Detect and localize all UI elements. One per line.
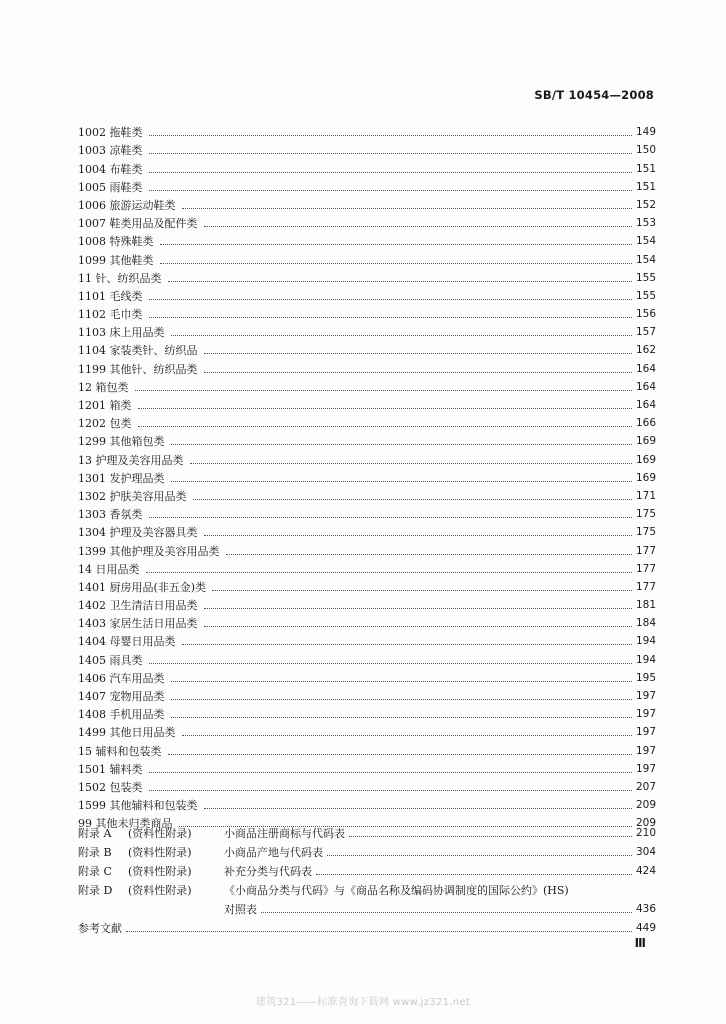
toc-entry-label: 1101 毛线类: [78, 289, 143, 303]
toc-entry-page: 197: [635, 690, 656, 702]
toc-entry-page: 152: [635, 198, 656, 211]
leader-dots: [149, 135, 632, 136]
toc-entry-label: 1103 床上用品类: [78, 326, 165, 340]
toc-entry-page: 194: [635, 635, 656, 648]
toc-entry-label: 12 箱包类: [78, 380, 129, 394]
toc-entry-label: 1099 其他鞋类: [78, 253, 154, 267]
leader-dots: [171, 699, 632, 700]
leader-dots: [168, 281, 632, 282]
toc-entry[interactable]: [78, 648, 656, 666]
appendix-c[interactable]: 附录 C (资料性附录) 补充分类与代码表 424: [78, 865, 656, 878]
toc-entry[interactable]: [78, 521, 656, 539]
toc-entry[interactable]: [78, 612, 656, 630]
toc-entry-label: 1502 包装类: [78, 780, 143, 794]
toc-entry-label: 1303 香氛类: [78, 508, 143, 522]
toc-entry[interactable]: [78, 212, 656, 230]
toc-entry-page: 156: [635, 308, 656, 321]
toc-entry-label: 1008 特殊鞋类: [78, 235, 154, 249]
toc-entry[interactable]: [78, 121, 656, 139]
toc-entry-label: 1408 手机用品类: [78, 708, 165, 722]
leader-dots: [226, 554, 632, 555]
toc-entry[interactable]: [78, 357, 656, 375]
toc-entry-page: 197: [635, 708, 656, 721]
page-folio: Ⅲ: [634, 936, 646, 950]
toc-entry-label: 13 护理及美容用品类: [78, 453, 184, 467]
toc-entry[interactable]: [78, 630, 656, 648]
toc-entry-page: 181: [635, 599, 656, 612]
toc-entry[interactable]: [78, 412, 656, 430]
toc-entry-label: 1499 其他日用品类: [78, 726, 176, 740]
toc-entry-page: 177: [635, 580, 656, 593]
table-of-contents: [78, 121, 656, 830]
toc-entry-label: 1402 卫生清洁日用品类: [78, 599, 198, 613]
leader-dots: [212, 590, 632, 591]
toc-entry-page: 184: [635, 617, 656, 630]
leader-dots: [204, 626, 632, 627]
toc-entry[interactable]: [78, 157, 656, 175]
leader-dots: [204, 808, 632, 809]
toc-entry[interactable]: [78, 539, 656, 557]
leader-dots: [171, 444, 632, 445]
toc-entry-page: 149: [635, 126, 656, 139]
leader-dots: [182, 735, 632, 736]
toc-entry-page: 157: [635, 326, 656, 339]
toc-entry-page: 151: [635, 180, 656, 193]
leader-dots: [171, 335, 632, 336]
toc-entry[interactable]: [78, 230, 656, 248]
leader-dots: [135, 390, 632, 391]
leader-dots: [190, 463, 632, 464]
toc-entry-page: 150: [635, 144, 656, 157]
appendix-list: [78, 821, 656, 935]
toc-entry[interactable]: [78, 558, 656, 576]
toc-entry-page: 169: [635, 453, 656, 466]
leader-dots: [149, 153, 632, 154]
appendix-a[interactable]: 附录 A (资料性附录) 小商品注册商标与代码表 210: [78, 827, 656, 840]
leader-dots: [204, 226, 632, 227]
leader-dots: [138, 426, 632, 427]
leader-dots: [149, 299, 632, 300]
leader-dots: [171, 717, 632, 718]
leader-dots: [171, 481, 632, 482]
leader-dots: [160, 244, 632, 245]
leader-dots: [149, 190, 632, 191]
leader-dots: [171, 681, 632, 682]
toc-entry-page: 153: [635, 217, 656, 230]
toc-entry[interactable]: [78, 430, 656, 448]
toc-entry[interactable]: [78, 667, 656, 685]
toc-entry-page: 154: [635, 253, 656, 266]
toc-entry-page: 154: [635, 235, 656, 248]
toc-entry[interactable]: [78, 176, 656, 194]
standard-code: SB/T 10454—2008: [534, 88, 654, 102]
toc-entry-page: 169: [635, 435, 656, 448]
toc-entry-label: 99 其他未归类商品: [78, 817, 173, 831]
toc-entry[interactable]: [78, 285, 656, 303]
toc-entry-page: 197: [635, 726, 656, 739]
toc-entry-page: 195: [635, 671, 656, 684]
toc-entry[interactable]: [78, 739, 656, 757]
leader-dots: [149, 790, 632, 791]
leader-dots: [149, 772, 632, 773]
toc-entry-label: 1102 毛巾类: [78, 308, 143, 322]
toc-entry-page: 151: [635, 162, 656, 175]
watermark: 建筑321——标准查询下载网 www.jz321.net: [255, 997, 471, 1008]
toc-entry-label: 1401 厨房用品(非五金)类: [78, 580, 207, 594]
appendix-d-continuation[interactable]: 对照表 436: [224, 903, 656, 916]
toc-entry[interactable]: [78, 794, 656, 812]
toc-entry-page: 197: [635, 762, 656, 775]
leader-dots: [204, 372, 632, 373]
toc-entry[interactable]: [78, 467, 656, 485]
leader-dots: [126, 931, 632, 932]
leader-dots: [193, 499, 632, 500]
toc-entry-page: 155: [635, 289, 656, 302]
toc-entry-page: 164: [635, 362, 656, 375]
toc-entry-label: 1004 布鞋类: [78, 162, 143, 176]
toc-entry-page: 175: [635, 526, 656, 539]
leader-dots: [146, 572, 632, 573]
toc-entry[interactable]: [78, 448, 656, 466]
leader-dots: [204, 353, 632, 354]
toc-entry-label: 1301 发护理品类: [78, 471, 165, 485]
leader-dots: [149, 317, 632, 318]
toc-entry[interactable]: [78, 485, 656, 503]
toc-entry-label: 1299 其他箱包类: [78, 435, 165, 449]
toc-entry-page: 197: [635, 744, 656, 757]
toc-entry[interactable]: [78, 594, 656, 612]
toc-entry[interactable]: [78, 194, 656, 212]
toc-entry-page: 209: [635, 817, 656, 830]
toc-entry[interactable]: [78, 139, 656, 157]
toc-entry-label: 1104 家装类针、纺织品: [78, 344, 198, 358]
leader-dots: [261, 912, 632, 913]
toc-entry[interactable]: [78, 394, 656, 412]
leader-dots: [182, 208, 632, 209]
toc-entry[interactable]: [78, 267, 656, 285]
toc-entry[interactable]: [78, 321, 656, 339]
leader-dots: [204, 535, 632, 536]
toc-entry-label: 11 针、纺织品类: [78, 271, 162, 285]
toc-entry-page: 209: [635, 799, 656, 812]
toc-entry-label: 1006 旅游运动鞋类: [78, 198, 176, 212]
toc-entry[interactable]: [78, 376, 656, 394]
leader-dots: [204, 608, 632, 609]
toc-entry-page: 155: [635, 271, 656, 284]
toc-entry-page: 164: [635, 380, 656, 393]
toc-entry-page: 207: [635, 780, 656, 793]
toc-entry[interactable]: [78, 703, 656, 721]
toc-entry-label: 1599 其他辅料和包装类: [78, 799, 198, 813]
appendix-d[interactable]: 附录 D (资料性附录) 《小商品分类与代码》与《商品名称及编码协调制度的国际公约》(HS): [78, 884, 569, 897]
toc-entry-label: 1405 雨具类: [78, 653, 143, 667]
toc-entry[interactable]: [78, 503, 656, 521]
toc-entry-label: 1202 包类: [78, 417, 132, 431]
toc-entry-label: 1304 护理及美容器具类: [78, 526, 198, 540]
leader-dots: [160, 263, 632, 264]
toc-entry-page: 177: [635, 544, 656, 557]
toc-entry-label: 1002 拖鞋类: [78, 126, 143, 140]
toc-entry-label: 1005 雨鞋类: [78, 180, 143, 194]
toc-entry-label: 15 辅料和包装类: [78, 744, 162, 758]
toc-entry-page: 169: [635, 471, 656, 484]
toc-entry[interactable]: [78, 339, 656, 357]
leader-dots: [327, 855, 632, 856]
toc-entry[interactable]: [78, 685, 656, 703]
leader-dots: [149, 663, 632, 664]
toc-entry-page: 175: [635, 508, 656, 521]
toc-entry-page: 166: [635, 417, 656, 430]
leader-dots: [349, 836, 632, 837]
toc-entry-label: 1406 汽车用品类: [78, 671, 165, 685]
toc-entry-label: 1407 宠物用品类: [78, 690, 165, 703]
toc-entry-label: 1003 凉鞋类: [78, 144, 143, 158]
toc-entry-page: 194: [635, 653, 656, 666]
appendix-b[interactable]: 附录 B (资料性附录) 小商品产地与代码表 304: [78, 846, 656, 859]
leader-dots: [138, 408, 632, 409]
toc-entry[interactable]: [78, 721, 656, 739]
leader-dots: [149, 172, 632, 173]
toc-entry-label: 1404 母婴日用品类: [78, 635, 176, 649]
references-entry[interactable]: 参考文献 449: [78, 922, 656, 935]
toc-entry[interactable]: [78, 248, 656, 266]
toc-entry-label: 1403 家居生活日用品类: [78, 617, 198, 631]
leader-dots: [182, 644, 632, 645]
toc-entry-page: 177: [635, 562, 656, 575]
toc-entry-page: 171: [635, 489, 656, 502]
toc-entry-label: 1007 鞋类用品及配件类: [78, 217, 198, 231]
leader-dots: [149, 517, 632, 518]
toc-entry-label: 1199 其他针、纺织品类: [78, 362, 198, 376]
leader-dots: [168, 754, 632, 755]
toc-entry-label: 1399 其他护理及美容用品类: [78, 544, 220, 558]
toc-entry-page: 162: [635, 344, 656, 357]
leader-dots: [316, 874, 632, 875]
toc-entry-label: 1501 辅料类: [78, 762, 143, 776]
toc-entry[interactable]: [78, 576, 656, 594]
toc-entry-label: 14 日用品类: [78, 562, 140, 576]
toc-entry-label: 1201 箱类: [78, 399, 132, 412]
toc-entry-label: 1302 护肤美容用品类: [78, 489, 187, 503]
toc-entry[interactable]: [78, 758, 656, 776]
toc-entry-page: 164: [635, 399, 656, 411]
toc-entry[interactable]: [78, 303, 656, 321]
toc-entry[interactable]: [78, 776, 656, 794]
